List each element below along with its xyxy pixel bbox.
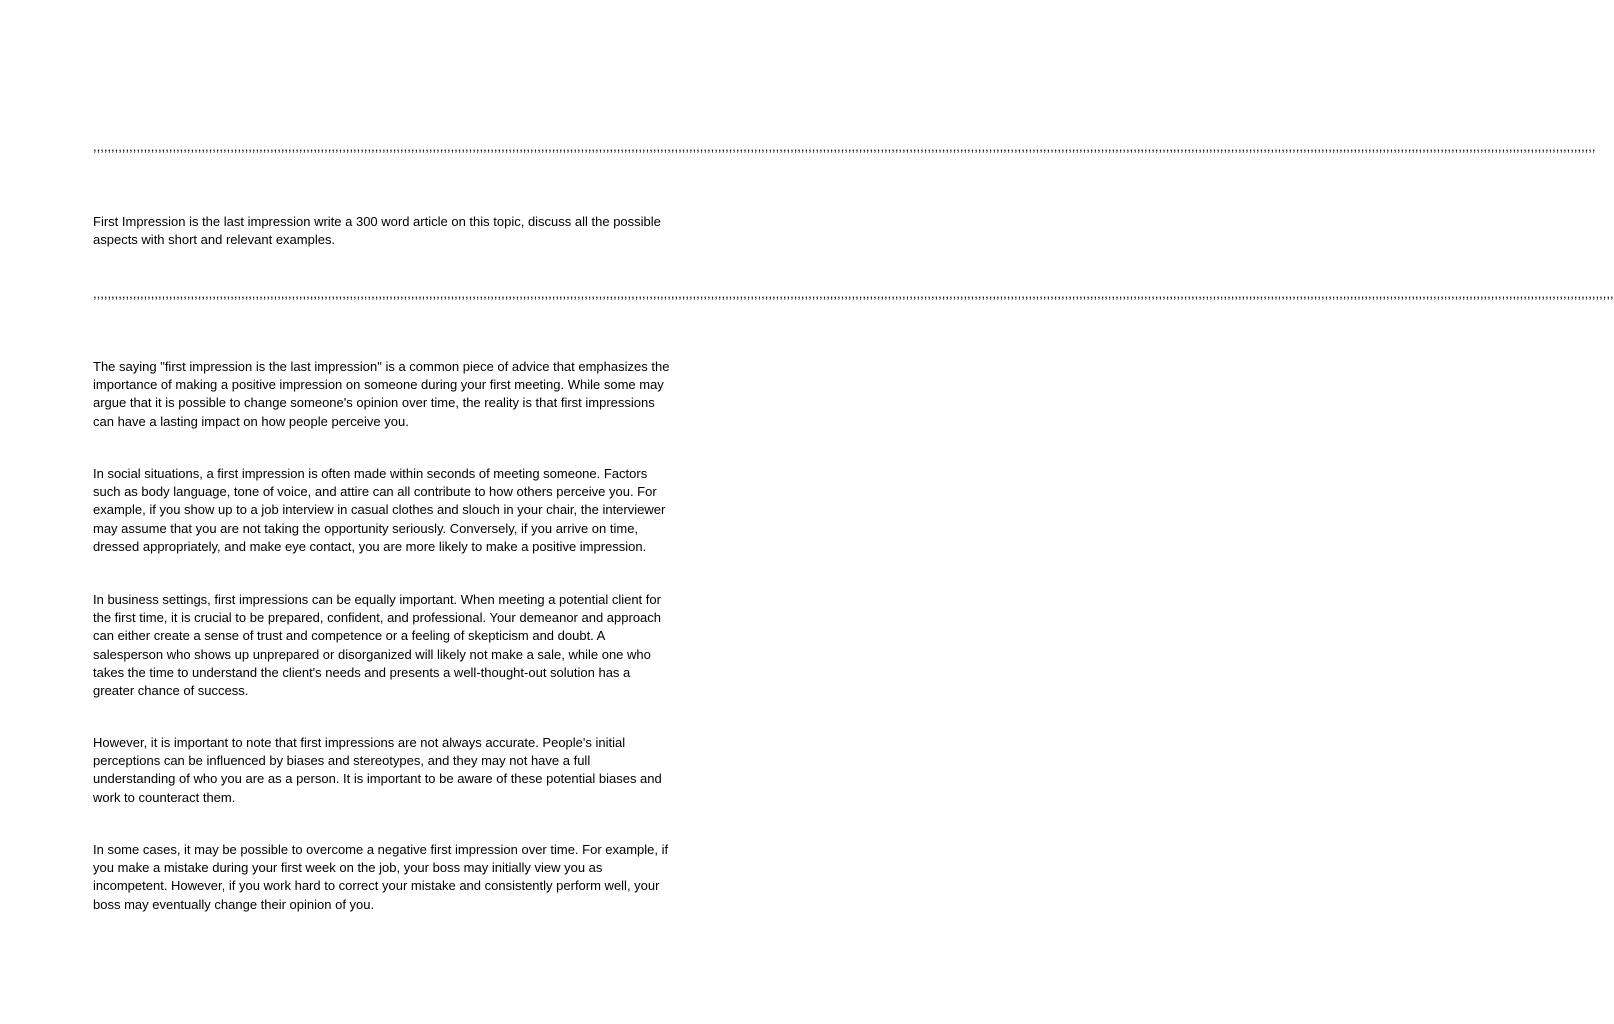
paragraph: In some cases, it may be possible to overcome a negative first impression over time. For example, if you make a mistake during your first week on the job, your boss may initially view you as incompetent. However, if you work hard to correct your mistake and consistently perform well, your boss may eventually change their opinion of you. [93, 842, 669, 912]
prompt-text: First Impression is the last impression write a 300 word article on this topic, discuss all the possible aspects with short and relevant examples. [93, 214, 661, 248]
paragraph: However, it is important to note that first impressions are not always accurate. People's initial perceptions can be influenced by biases and stereotypes, and they may not have a full understanding of who you are as a person. It is important to be aware of these potential biases and work to counteract them. [93, 735, 662, 805]
paragraph: In business settings, first impressions can be equally important. When meeting a potential client for the first time, it is crucial to be prepared, confident, and professional. Your demeanor and approach can either create a sense of trust and competence or a feeling of skepticism and doubt. A salesperson who shows up unprepared or disorganized will likely not make a sale, while one who takes the time to understand the client's needs and presents a well-thought-out solution has a greater chance of success. [93, 592, 662, 699]
separator-line: ,,,,,,,,,,,,,,,,,,,,,,,,,,,,,,,,,,,,,,,,,,,,,,,,,,,,,,,,,,,,,,,,,,,,,,,,,,,,,,,,,,,,,,,,,,,,,,,,,,,,,,,,,,,,,,,,,,,,,,,,,,,,,,,,,,,,,,,,,,,,,,,,,,,,,,,,,,,,,,,,,,,,,,,,,,,,,,,,,,,,,,,,,,,,,,,,,,,,,,,,,,,,,,,,,,,,,,,,,,,,,,,,,,,,,,,,,,,,,,,,,,,,,,,,,,,,,,,,,,,,,,,,,,,,,,,,,,,,,,,,,,,,,,,,,,,,,,,,,,,,,,,,,,,,,,,,,,,,,,,,,,,,,,,,,,,,,,,,,,,,,,,,,,,,,,,,,,,,,,,,,,,,,,,,,,,,,,,,,,,,,,,,,,,,,,,,,,,,,,,,,,,,,,,,,,,,,,,,,,,,, [93, 286, 1614, 301]
paragraph: The saying "first impression is the last impression" is a common piece of advice that emphasizes the importance of making a positive impression on someone during your first meeting. While some may argue that it is possible to change someone's opinion over time, the reality is that first impressions can have a lasting impact on how people perceive you. [93, 359, 670, 429]
separator-line: ,,,,,,,,,,,,,,,,,,,,,,,,,,,,,,,,,,,,,,,,,,,,,,,,,,,,,,,,,,,,,,,,,,,,,,,,,,,,,,,,,,,,,,,,,,,,,,,,,,,,,,,,,,,,,,,,,,,,,,,,,,,,,,,,,,,,,,,,,,,,,,,,,,,,,,,,,,,,,,,,,,,,,,,,,,,,,,,,,,,,,,,,,,,,,,,,,,,,,,,,,,,,,,,,,,,,,,,,,,,,,,,,,,,,,,,,,,,,,,,,,,,,,,,,,,,,,,,,,,,,,,,,,,,,,,,,,,,,,,,,,,,,,,,,,,,,,,,,,,,,,,,,,,,,,,,,,,,,,,,,,,,,,,,,,,,,,,,,,,,,,,,,,,,,,,,,,,,,,,,,,,,,,,,,,,,,,,,,,,,,,,,,,,,,,,,,,,,,,,,,,,,,,,,,,,,,,,,, [93, 139, 1596, 154]
paragraph: In social situations, a first impression is often made within seconds of meeting someone. Factors such as body language, tone of voice, and attire can all contribute to how others perceive you. For example, if you show up to a job interview in casual clothes and slouch in your chair, the interviewer may assume that you are not taking the opportunity seriously. Conversely, if you arrive on time, dressed appropriately, and make eye contact, you are more likely to make a positive impression. [93, 466, 666, 554]
